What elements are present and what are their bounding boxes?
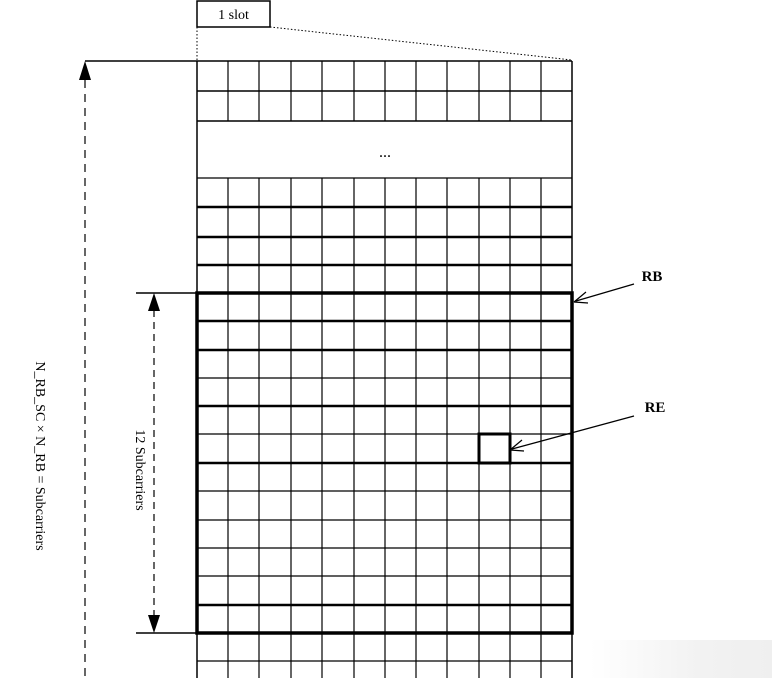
resource-element-cell [479,434,510,463]
subcarriers-arrow-up [148,293,160,311]
bottom-right-fade [590,640,772,678]
slot-label-box [197,1,270,27]
rb-label: RB [641,269,663,285]
total-arrow-up [79,61,91,80]
ellipsis-label: ... [379,144,391,161]
subcarriers-arrow-down [148,615,160,633]
slot-guide-right [270,27,572,60]
slot-label: 1 slot [218,8,249,23]
total-subcarriers-label: N_RB_SC × N_RB = Subcarriers [32,361,47,551]
subcarriers-label: 12 Subcarriers [132,429,147,511]
re-label: RE [644,400,666,416]
